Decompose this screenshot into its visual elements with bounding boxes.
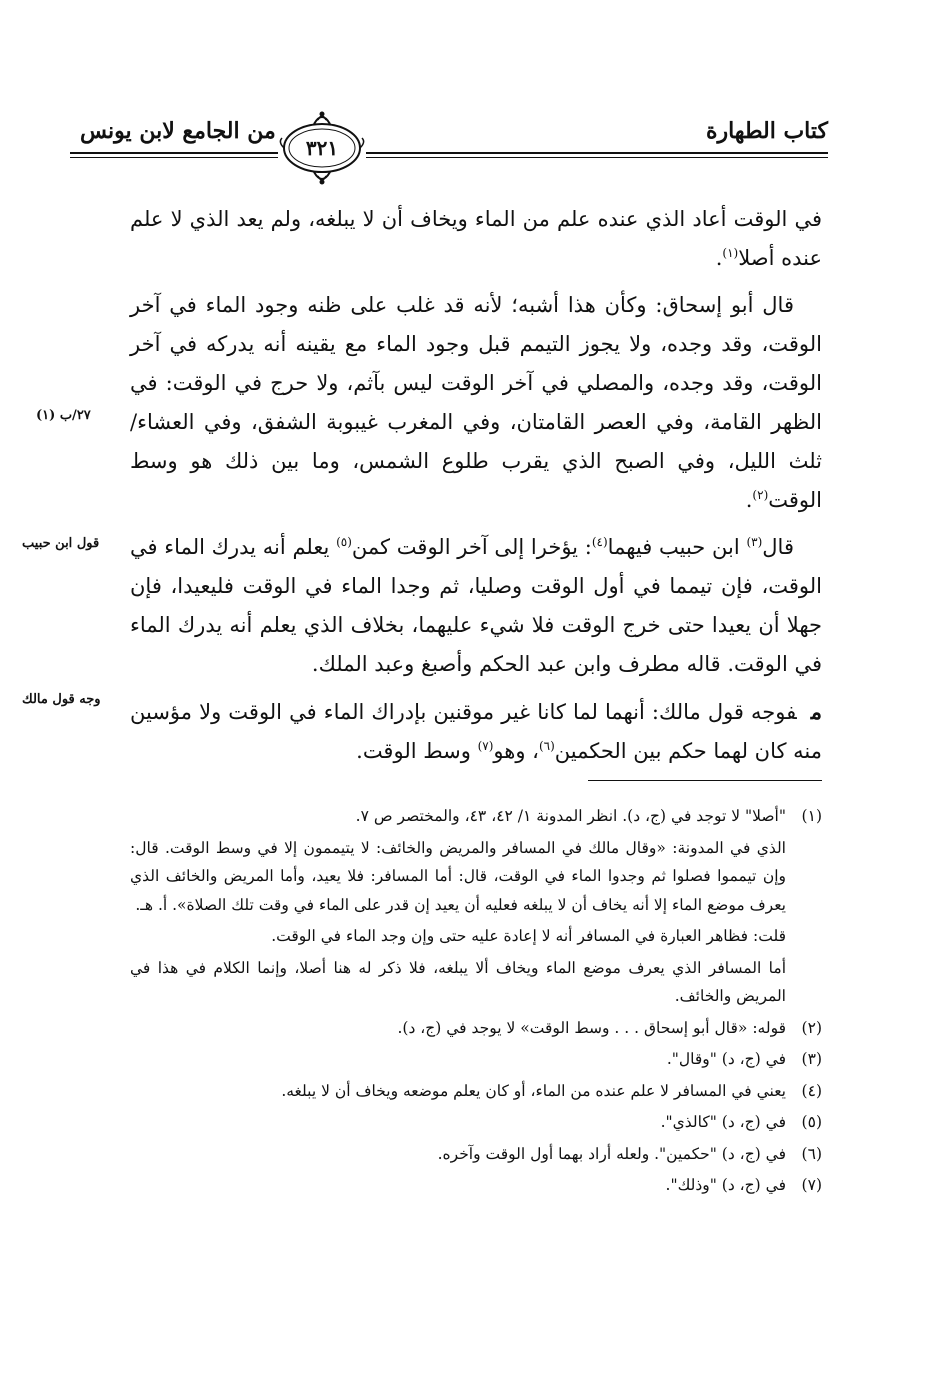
paragraph-4	[130, 692, 822, 771]
footnote-ref: (٥)	[336, 535, 352, 549]
footnote-number: (٦)	[801, 1144, 822, 1163]
margin-note-ibn-habib: قول ابن حبيب	[22, 536, 100, 551]
footnote-text: في (ج، د) "وقال".	[666, 1050, 786, 1068]
paragraph-text: فوجه قول مالك: أنهما لما كانا غير موقنين بإدراك الماء في الوقت ولا مؤسين منه كان لهما حكم بين الحكمين	[130, 700, 822, 763]
footnote-4	[130, 1077, 822, 1106]
punctuation: .	[745, 488, 753, 512]
footnote-number: (٣)	[801, 1050, 822, 1068]
paragraph-3	[130, 528, 822, 684]
main-text	[130, 200, 822, 779]
footnote-text: "أصلا" لا توجد في (ج، د). انظر المدونة ١/ ٤٢، ٤٣، والمختصر ص ٧.	[355, 807, 786, 825]
footnote-text: قوله: «قال أبو إسحاق . . . وسط الوقت» لا يوجد في (ج، د).	[397, 1018, 786, 1037]
footnote-2	[130, 1014, 822, 1043]
header-rule	[70, 152, 828, 154]
paragraph-text: ابن حبيب فيهما	[607, 535, 747, 559]
footnote-1	[130, 802, 822, 1011]
footnote-text: الذي في المدونة: «وقال مالك في المسافر والمريض والخائف: لا يتيممون إلا في وسط الوقت. قال: وإن تيمموا فصلوا ثم وجدوا الماء في الوقت، قال: أما المسافر: فلا يعيد، وأما المريض والخائف الذي يعرف موضع الماء إلا أنه يخاف أن لا يبلغه فعليه أن يعيد إن قدر على الماء في وقت تلك الصلاة». أ. هـ.	[130, 838, 786, 914]
punctuation: .	[715, 246, 723, 270]
footnote-separator	[588, 780, 822, 781]
paragraph-text: قال	[762, 535, 794, 559]
paragraph-text: وسط الوقت.	[356, 739, 478, 763]
paragraph-text: قال أبو إسحاق: وكأن هذا أشبه؛ لأنه قد غلب على ظنه وجود الماء في آخر الوقت، وقد وجده، ولا يجوز التيمم قبل وجود الماء مع يقينه أنه يدركه في آخر الوقت، وقد وجده، والمصلي في آخر الوقت ليس بآثم، ولا حرج في الوقت: في الظهر القامة، وفي العصر القامتان، وفي المغرب غيبوبة الشفق، وفي العشاء/ ثلث الليل، وفي الصبح الذي يقرب طلوع الشمس، وما بين ذلك هو وسط الوقت	[130, 293, 822, 512]
footnote-number: (١)	[801, 807, 822, 825]
margin-note-folio: ٢٧/ب (١)	[36, 408, 91, 423]
paragraph-1	[130, 200, 822, 278]
footnote-text: في (ج، د) "حكمين". ولعله أراد بهما أول الوقت وآخره.	[437, 1144, 786, 1163]
page-header	[70, 108, 828, 188]
page-number: ٣٢١	[305, 136, 339, 160]
footnote-text: في (ج، د) "وذلك".	[665, 1176, 786, 1194]
page-number-ornament	[278, 108, 366, 186]
footnote-text: قلت: فظاهر العبارة في المسافر أنه لا إعادة عليه حتى وإن وجد الماء في الوقت.	[271, 927, 786, 945]
footnote-ref: (٧)	[477, 739, 494, 753]
footnote-text: في (ج، د) "كالذي".	[660, 1113, 786, 1131]
footnote-number: (٥)	[801, 1113, 822, 1131]
footnote-ref: (٣)	[746, 535, 763, 549]
footnote-ref: (٦)	[538, 739, 555, 753]
footnote-ref: (٢)	[752, 488, 769, 502]
paragraph-text: : يؤخرا إلى آخر الوقت كمن	[351, 535, 592, 559]
paragraph-2	[130, 286, 822, 520]
footnote-number: (٧)	[801, 1176, 822, 1194]
paragraph-text: ، وهو	[493, 739, 539, 763]
footnote-3	[130, 1045, 822, 1074]
footnote-number: (٢)	[801, 1018, 822, 1037]
footnote-number: (٤)	[801, 1081, 822, 1100]
header-rule-thin	[70, 157, 828, 158]
marker-mim: م	[810, 699, 822, 724]
footnote-text: يعني في المسافر لا علم عنده من الماء، أو كان يعلم موضعه ويخاف أن لا يبلغه.	[281, 1081, 786, 1100]
footnote-6	[130, 1140, 822, 1169]
work-title: من الجامع لابن يونس	[80, 118, 276, 144]
margin-note-malik: وجه قول مالك	[22, 692, 101, 707]
footnote-7	[130, 1171, 822, 1200]
footnote-5	[130, 1108, 822, 1137]
footnote-ref: (٤)	[591, 535, 608, 549]
paragraph-text: في الوقت أعاد الذي عنده علم من الماء ويخاف أن لا يبلغه، ولم يعد الذي لا علم عنده أصلا	[130, 207, 822, 270]
footnotes	[130, 802, 822, 1203]
footnote-text: أما المسافر الذي يعرف موضع الماء ويخاف ألا يبلغه، فلا ذكر له هنا أصلا، وإنما الكلام في هذا في المريض والخائف.	[130, 958, 786, 1005]
footnote-ref: (١)	[722, 246, 739, 260]
paragraph-text: يعلم أنه يدرك الماء في الوقت، فإن تيمما في أول الوقت وصليا، ثم وجدا الماء في الوقت فليعيدا، فإن جهلا أن يعيدا حتى خرج الوقت فلا شيء عليهما، بخلاف الذي يعلم أنه يدرك الماء في الوقت. قاله مطرف وابن عبد الحكم وأصبغ وعبد الملك.	[130, 535, 822, 676]
book-title: كتاب الطهارة	[705, 118, 828, 144]
